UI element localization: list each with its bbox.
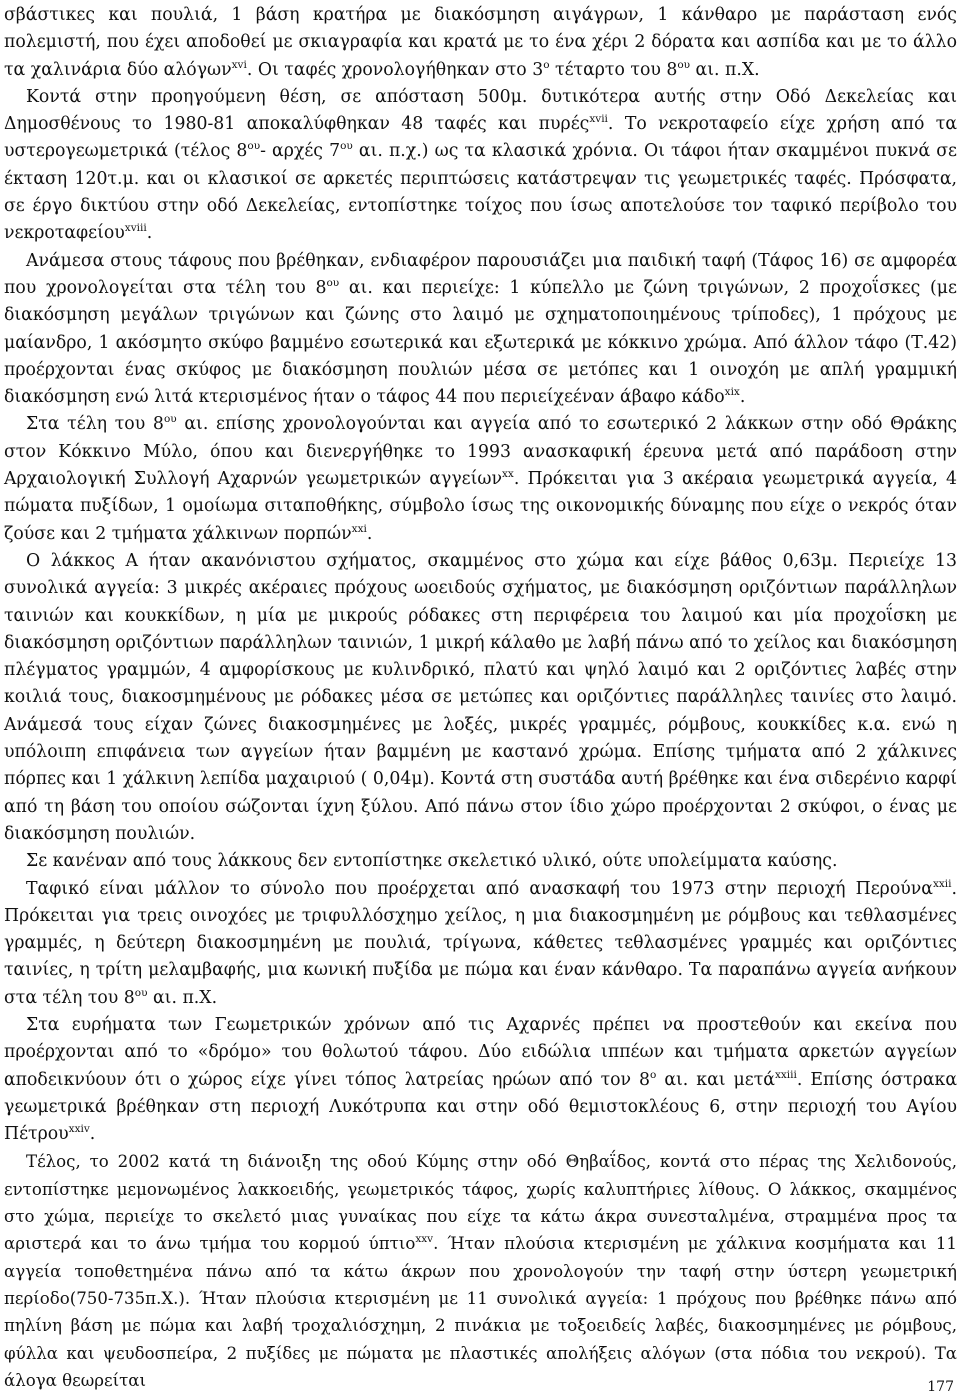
text-run: αι. π.Χ. <box>147 987 218 1008</box>
text-run: αι. και περιείχε: 1 κύπελλο με ζώνη τριγώνων, 2 προχοΐσκες (με διακόσμηση μεγάλων τριγώνων και ζώνης στο λαιμό με σχηματοποιημένους τρίποδες), 1 πρόχους με μαίανδρο, 1 ακόσμητο σκύφο βαμμένο εσωτερικά και εξωτερικά με κόκκινο χρώμα. Από άλλον τάφο (Τ.42) προέρχονται ένας σκύφος με διακόσμηση πουλιών μέσα σε μετόπες και 1 οινοχόη με απλή γραμμική διακόσμηση ενώ λιτά κτερισμένος ήταν ο τάφος 44 που περιείχεέναν άβαφο κάδο <box>4 277 957 408</box>
paragraph-p7 <box>4 876 957 1012</box>
footnote-ref: ου <box>163 413 177 426</box>
footnote-ref: ο <box>543 58 550 71</box>
footnote-ref: xxi <box>351 522 367 535</box>
text-run: Ο λάκκος Α ήταν ακανόνιστου σχήματος, σκαμμένος στο χώμα και είχε βάθος 0,63μ. Περιείχε 13 συνολικά αγγεία: 3 μικρές ακέραιες πρόχους ωοειδούς σχήματος, με διακόσμηση οριζόντιων παράλληλων ταινιών και κουκκίδων, η μία με μικρούς ρόδακες στη περιφέρεια του λαιμού και μία προχοΐσκη με διακόσμηση οριζόντιων παράλληλων ταινιών, 1 μικρή κάλαθο με λαβή πάνω από το χείλος και διακόσμηση πλέγματος γραμμών, 4 αμφορίσκους με κυλινδρικό, πλατύ και ψηλό λαιμό και 2 οριζόντιες λαβές στην κοιλιά τους, διακοσμημένους με ρόδακες μέσα σε μετώπες και οριζόντιες παράλληλες ταινίες στο λαιμό. Ανάμεσά τους είχαν ζώνες διακοσμημένες με λοξές, μικρές γραμμές, ρόμβους, κουκκίδες κ.α. ενώ η υπόλοιπη επιφάνεια των αγγείων ήταν βαμμένη με καστανό χρώμα. Επίσης τμήματα από 2 χάλκινες πόρπες και 1 χάλκινη λεπίδα μαχαιριού ( 0,04μ). Κοντά στη συστάδα αυτή βρέθηκε και ένα σιδερένιο καρφί από τη βάση του οποίου σώζονται ίχνη ξύλου. Από πάνω στον ίδιο χώρο προέρχονται 2 σκύφοι, ο ένας με διακόσμηση πουλιών. <box>4 550 957 844</box>
text-run: - αρχές 7 <box>260 141 341 162</box>
text-run: . <box>89 1124 96 1145</box>
text-run: Στα τέλη του 8 <box>26 414 164 435</box>
text-run: . Το νεκροταφείο είχε χρήση από τα υστερογεωμετρικά (τέλος 8 <box>4 114 957 162</box>
paragraph-p8 <box>4 1012 957 1148</box>
paragraph-p9 <box>4 1148 957 1394</box>
footnote-ref: xxii <box>932 877 952 890</box>
footnote-ref: ο <box>650 1068 657 1081</box>
text-run: Τέλος, το 2002 κατά τη διάνοιξη της οδού Κύμης στην οδό Θηβαΐδος, κοντά στο πέρας της Χελιδονούς, εντοπίστηκε μεμονωμένος λακκοειδής, γεωμετρικός τάφος, χωρίς καλυπτήριες λίθους. Ο λάκκος, σκαμμένος στο χώμα, περιείχε το σκελετό μιας γυναίκας που είχε τα κάτω άκρα συνεσταλμένα, στραμμένα προς τα αριστερά και το άνω τμήμα του κορμού ύπτιο <box>4 1152 957 1254</box>
text-run: Σε κανέναν από τους λάκκους δεν εντοπίστηκε σκελετικό υλικό, ούτε υπολείμματα καύσης. <box>26 851 838 872</box>
text-run: Κοντά στην προηγούμενη θέση, σε απόσταση 500μ. δυτικότερα αυτής στην Οδό Δεκελείας και Δημοσθένους το 1980-81 αποκαλύφθηκαν 48 ταφές και πυρές <box>4 86 957 135</box>
footnote-ref: xx <box>502 468 514 481</box>
paragraph-p1 <box>4 2 957 84</box>
paragraph-p4 <box>4 411 957 547</box>
document-page <box>4 2 957 1394</box>
text-run: Ανάμεσα στους τάφους που βρέθηκαν, ενδιαφέρον παρουσιάζει μια παιδική ταφή (Τάφος 16) σε αμφορέα που χρονολογείται στα τέλη του 8 <box>4 250 957 298</box>
page-number: 177 <box>927 1379 954 1395</box>
text-run: αι. π.χ.) ως τα κλασικά χρόνια. Οι τάφοι ήταν σκαμμένοι πυκνά σε έκταση 120τ.μ. και οι κλασικοί σε αρκετές περιπτώσεις κατάστρεψαν τις γεωμετρικές ταφές. Πρόσφατα, σε έργο δικτύου στην οδό Δεκελείας, εντοπίστηκε τοίχος που ίσως αποτελούσε τον ταφικό περίβολο του νεκροταφείου <box>4 141 957 244</box>
footnote-ref: ου <box>247 140 261 153</box>
text-run: αι. π.Χ. <box>690 59 760 80</box>
text-run: . <box>146 223 153 244</box>
text-run: . Επίσης όστρακα γεωμετρικά βρέθηκαν στη περιοχή Λυκότρυπα και στην οδό θεμιστοκλέους 6, στην περιοχή του Αγίου Πέτρου <box>4 1069 957 1145</box>
footnote-ref: xvi <box>231 58 247 71</box>
text-run: . Πρόκειται για 3 ακέραια γεωμετρικά αγγεία, 4 πώματα πυξίδων, 1 ομοίωμα σιταποθήκης, σύμβολο ίσως της οικονομικής δύναμης που είχε ο νεκρός όταν ζούσε και 2 τμήματα χάλκινων πορπών <box>4 469 957 544</box>
footnote-ref: ου <box>340 140 353 153</box>
footnote-ref: ου <box>134 986 148 999</box>
paragraph-p3 <box>4 248 957 412</box>
text-run: αι. και μετά <box>656 1069 775 1090</box>
text-run: . Πρόκειται για τρεις οινοχόες με τριφυλλόσχημο χείλος, η μια διακοσμημένη με ρόμβους και τεθλασμένες γραμμές, η δεύτερη διακοσμημένη με πουλιά, τρίγωνα, κάθετες τεθλασμένες γραμμές και οριζόντιες ταινίες, η τρίτη μελαμβαφής, μια κωνική πυξίδα με πώμα και έναν κάνθαρο. Τα παραπάνω αγγεία ανήκουν στα τέλη του 8 <box>4 878 957 1008</box>
text-run: σβάστικες και πουλιά, 1 βάση κρατήρα με διακόσμηση αιγάγρων, 1 κάνθαρο με παράσταση ενός πολεμιστή, που έχει αποδοθεί με σκιαγραφία και κρατά με το ένα χέρι 2 δόρατα και ασπίδα και με το άλλο τα χαλινάρια δύο αλόγων <box>4 5 957 80</box>
text-run: Στα ευρήματα των Γεωμετρικών χρόνων από τις Αχαρνές πρέπει να προστεθούν και εκείνα που προέρχονται από το «δρόμο» του θολωτού τάφου. Δύο ειδώλια ιππέων και τμήματα αρκετών αγγείων αποδεικνύουν ότι ο χώρος είχε γίνει τόπος λατρείας ηρώων από τον 8 <box>4 1014 957 1090</box>
footnote-ref: xix <box>724 386 740 399</box>
footnote-ref: xxiii <box>774 1068 797 1081</box>
text-run: . Ήταν πλούσια κτερισμένη με χάλκινα κοσμήματα και 11 αγγεία τοποθετημένα πάνω από τα κάτω άκρων που χρονολογούν την ταφή στην ύστερη γεωμετρική περίοδο(750-735π.Χ.). Ήταν πλούσια κτερισμένη με 11 συνολικά αγγεία: 1 πρόχους που βρέθηκε πάνω από πηλίνη βάση με πώμα και λαβή τροχαλιόσχημη, 2 πινάκια με τοξοειδείς λαβές, διακοσμημένες με ρόμβους, φύλλα και ψευδοσπείρα, 2 πυξίδες με πώματα με πλαστικές απολήξεις αλόγων (στα πόδια του νεκρού). Τα άλογα θεωρείται <box>4 1234 957 1390</box>
footnote-ref: ου <box>677 58 691 71</box>
paragraph-p6 <box>4 848 957 875</box>
text-run: . Οι ταφές χρονολογήθηκαν στο 3 <box>246 59 544 80</box>
footnote-ref: xvii <box>589 113 608 126</box>
paragraph-p2 <box>4 84 957 248</box>
footnote-ref: xxiv <box>68 1123 90 1136</box>
text-run: Ταφικό είναι μάλλον το σύνολο που προέρχεται από ανασκαφή του 1973 στην περιοχή Περούνα <box>26 878 933 899</box>
footnote-ref: ου <box>326 276 340 289</box>
text-run: . <box>366 523 373 544</box>
footnote-ref: xxv <box>415 1233 434 1246</box>
paragraph-p5 <box>4 548 957 848</box>
text-run: . <box>739 387 746 408</box>
text-run: τέταρτο του 8 <box>549 59 678 80</box>
text-run: αι. επίσης χρονολογούνται και αγγεία από το εσωτερικό 2 λάκκων στην οδό Θράκης στον Κόκκινο Μύλο, όπου και διενεργήθηκε το 1993 ανασκαφική έρευνα μετά από παράδοση στην Αρχαιολογική Συλλογή Αχαρνών γεωμετρικών αγγείων <box>4 414 957 490</box>
footnote-ref: xviii <box>124 222 147 235</box>
